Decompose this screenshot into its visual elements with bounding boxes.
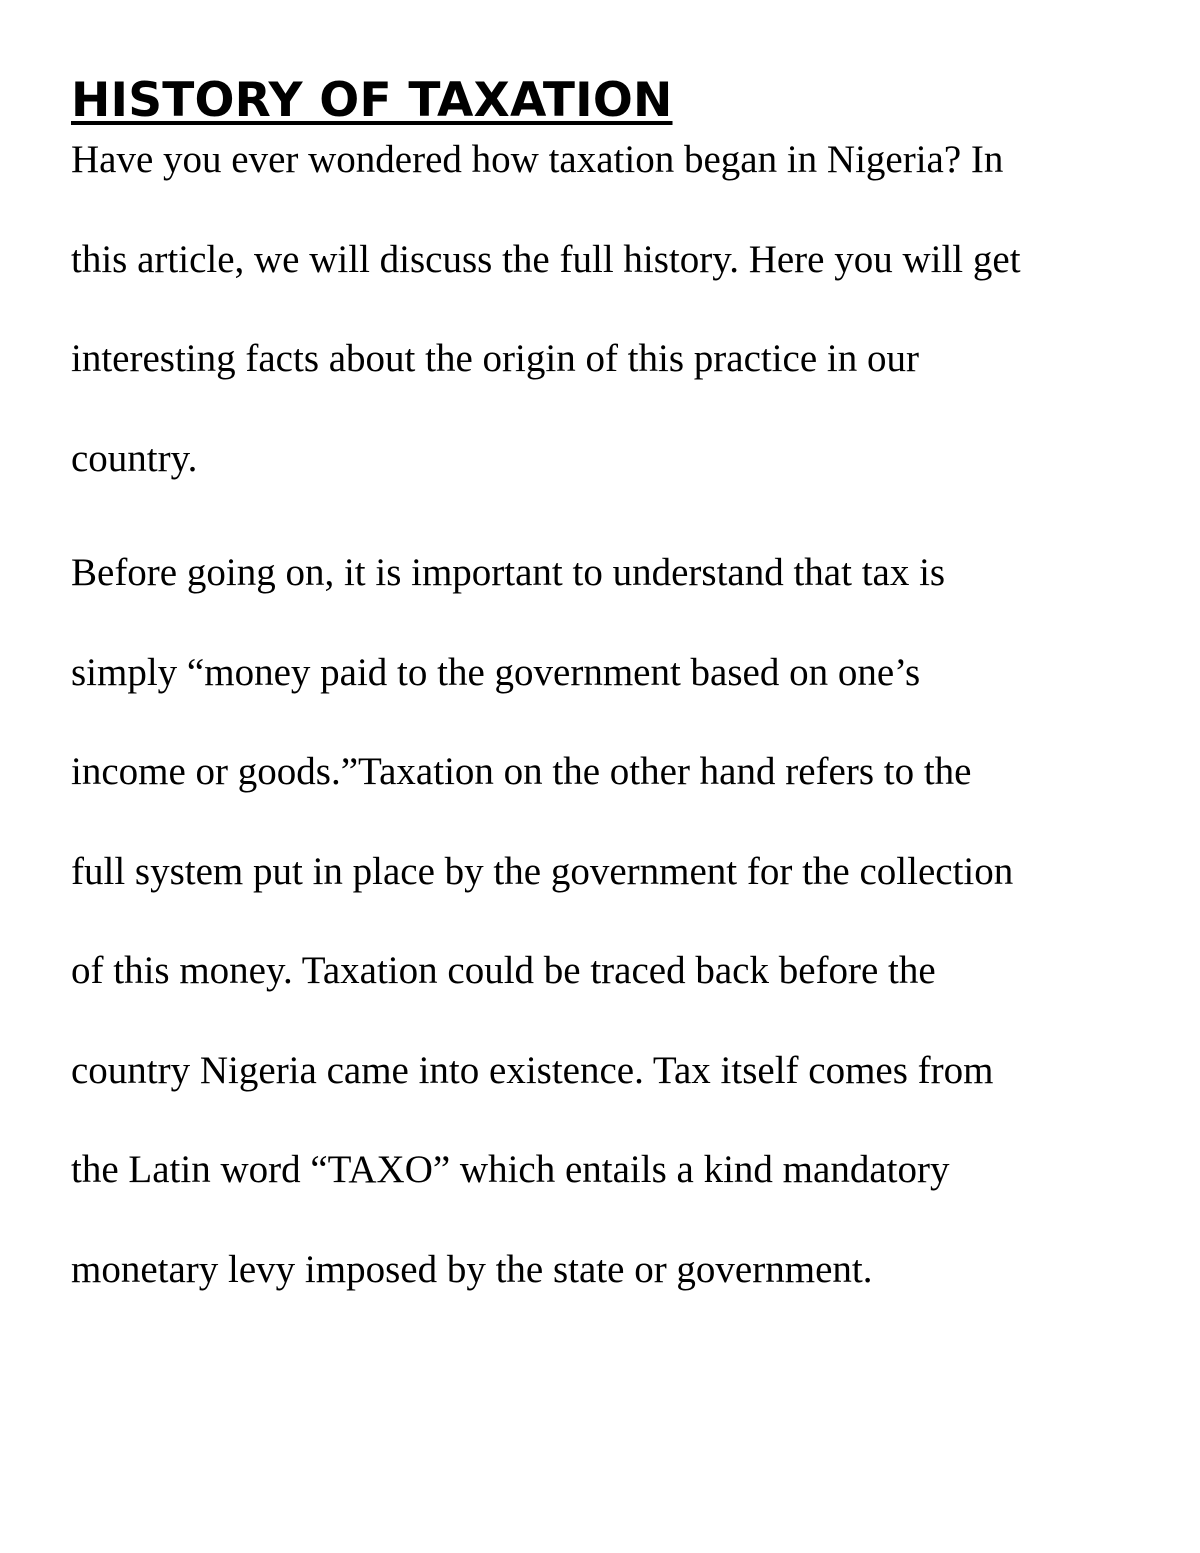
paragraph-line: country.: [71, 436, 198, 480]
paragraph-line: country Nigeria came into existence. Tax itself comes from: [71, 1048, 994, 1092]
paragraph-line: the Latin word “TAXO” which entails a kind mandatory: [71, 1148, 950, 1191]
paragraph-line: full system put in place by the government for the collection: [71, 849, 1014, 893]
document-title: HISTORY OF TAXATION: [71, 73, 673, 128]
paragraph-definition: [71, 523, 1146, 1319]
paragraph-intro: [71, 110, 1146, 508]
paragraph-line: of this money. Taxation could be traced back before the: [71, 949, 936, 992]
paragraph-line: this article, we will discuss the full history. Here you will get: [71, 237, 1021, 281]
paragraph-line: Have you ever wondered how taxation began in Nigeria? In: [71, 138, 1004, 181]
paragraph-line: interesting facts about the origin of this practice in our: [71, 337, 920, 380]
paragraph-line: income or goods.”Taxation on the other hand refers to the: [71, 750, 972, 793]
paragraph-line: simply “money paid to the government based on one’s: [71, 650, 921, 694]
paragraph-line: Before going on, it is important to understand that tax is: [71, 551, 946, 594]
paragraph-line: monetary levy imposed by the state or government.: [71, 1247, 873, 1291]
